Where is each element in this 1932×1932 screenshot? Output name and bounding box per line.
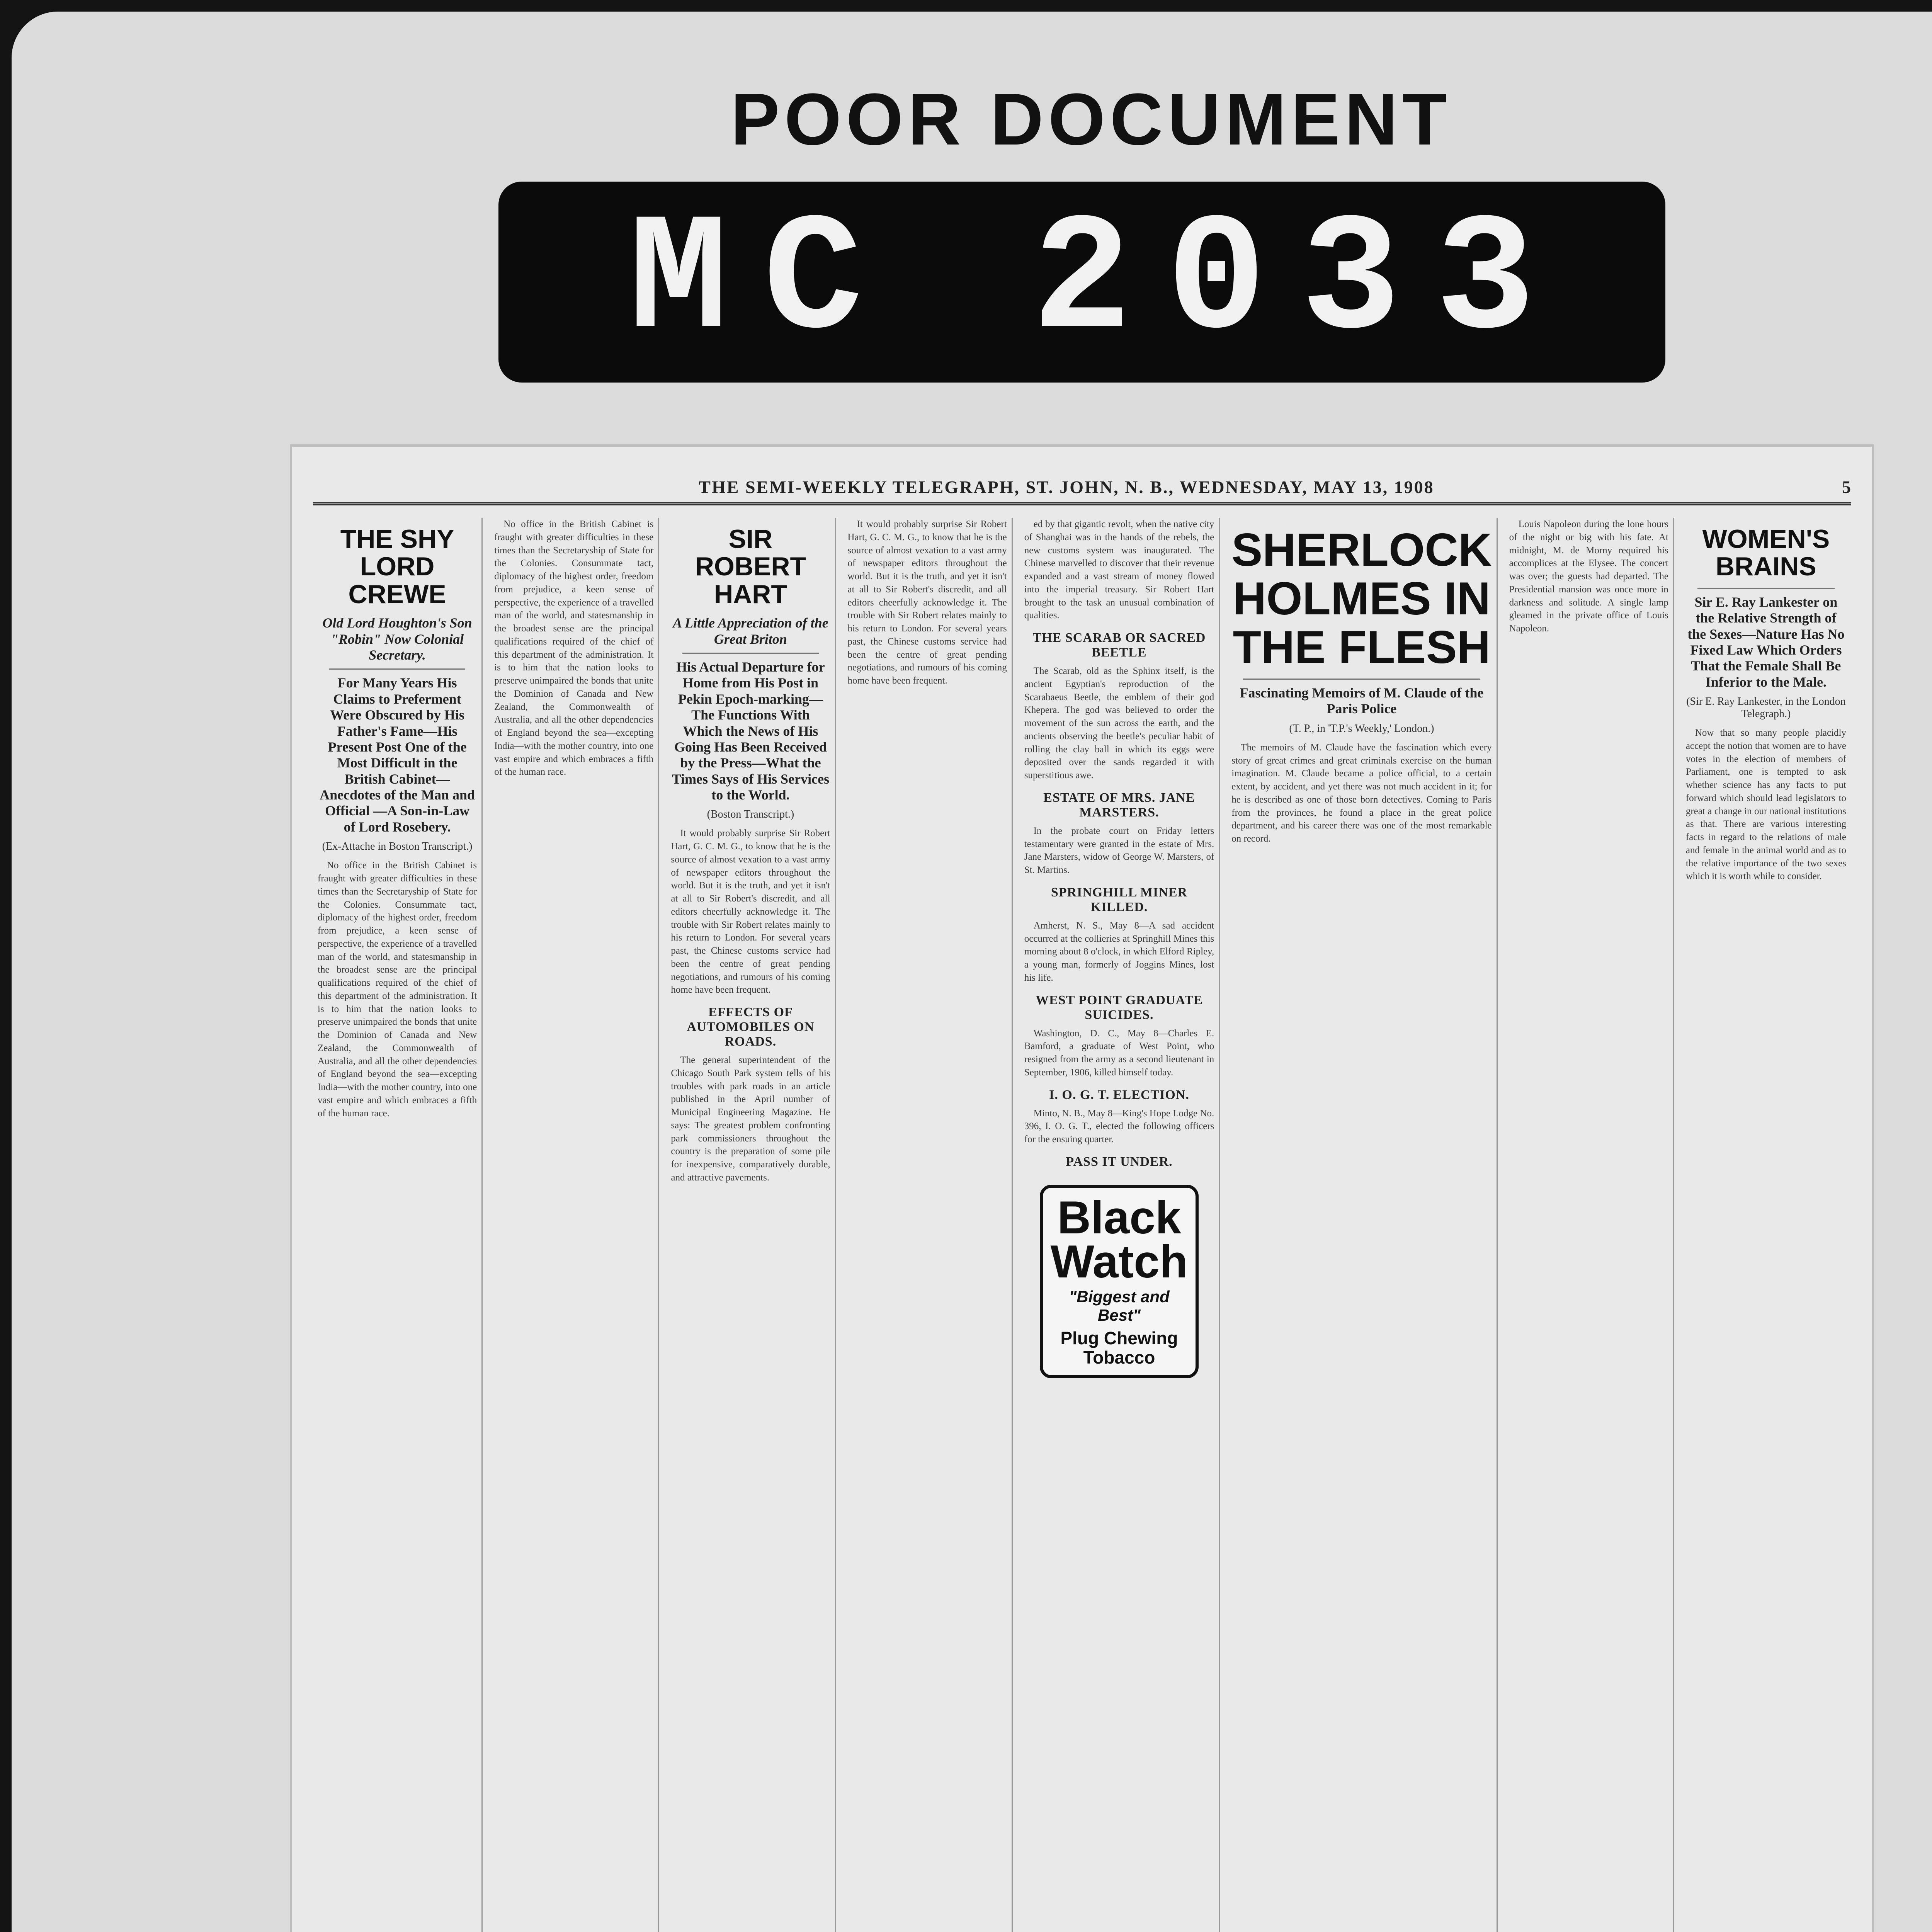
subhead-springhill: SPRINGHILL MINER KILLED. [1051,885,1188,914]
article-paragraph: Minto, N. B., May 8—King's Hope Lodge No. 396, I. O. G. T., elected the following officers for the ensuing quarter. [1024,1108,1214,1145]
subhead-pass-it-under: PASS IT UNDER. [1066,1154,1173,1169]
article-paragraph: In the probate court on Friday letters testamentary were granted in the estate of Mrs. Jane Marsters, widow of George W. Marsters, of St. Martins. [1024,825,1214,875]
black-watch-advertisement [1040,1185,1199,1378]
article-paragraph: Amherst, N. S., May 8—A sad accident occurred at the collieries at Springhill Mines this morning about 8 o'clock, in which Elford Ripley, a young man, formerly of Joggins Mines, lost his life. [1024,920,1214,983]
article-paragraph: ed by that gigantic revolt, when the native city of Shanghai was in the hands of the rebels, the new customs system was inaugurated. The Chinese marvelled to discover that their revenue expanded and a vast stream of money flowed into the imperial treasury. Sir Robert Hart brought to the task an unusual combination of qualities. [1024,519,1214,621]
divider [1697,588,1835,589]
reel-number-badge [498,182,1665,383]
article-paragraph: No office in the British Cabinet is fraught with greater difficulties in these times than the Secretaryship of State for the Colonies. Consummate tact, diplomacy of the highest order, freedom from prejudice, a keen sense of perspective, the experience of a travelled man of the world, and statesmanship in the broadest sense are the principal qualifications required of the chief of this department of the administration. It is to him that the nation looks to preserve unimpaired the bonds that unite the Dominion of Canada and New Zealand, the Commonwealth of Australia, and all the other dependencies of England beyond the sea—excepting India—with the mother country, into one vast empire and which embraces a fifth of the human race. [494,519,654,777]
reel-number: MC 2033 [628,188,1570,376]
body-hart [671,827,830,997]
document-quality-label: POOR DOCUMENT [731,78,1452,160]
source-brains: (Sir E. Ray Lankester, in the London Telegraph.) [1686,696,1846,720]
article-paragraph: The general superintendent of the Chicago South Park system tells of his troubles with park roads in an article published in the April number of Municipal Engineering Magazine. He says: The greatest problem confronting park commissioners throughout the country is the preparation of some pile for inexpensive, comparatively durable, and attractive pavements. [671,1055,830,1183]
column-hart-cont [843,518,1013,1932]
column-hart [666,518,836,1932]
headline-brains: WOMEN'S BRAINS [1702,524,1830,582]
body-holmes [1231,741,1492,845]
divider [682,653,818,654]
article-paragraph: Louis Napoleon during the lone hours of the night or big with his fate. At midnight, M. de Morny required his accomplices at the Elysee. The concert was over; the guests had departed. The Presidential mansion was once more in darkness and solitude. A single lamp gleamed in the private office of Louis Napoleon. [1509,519,1668,634]
headline-holmes: SHERLOCK HOLMES IN THE FLESH [1231,524,1492,673]
body-crewe-cont [494,518,653,779]
article-paragraph: It would probably surprise Sir Robert Hart, G. C. M. G., to know that he is the source of almost vexation to a vast army of newspaper editors throughout the world. But it is the truth, and yet it isn't at all to Sir Robert's discredit, and all editors cheerfully acknowledge it. The trouble with Sir Robert relates mainly to his return to London. For several years past, the Chinese customs service had been the centre of great pending negotiations, and rumours of his coming home have been frequent. [847,519,1007,686]
headline-crewe: THE SHY LORD CREWE [340,524,454,609]
deck-brains: Sir E. Ray Lankester on the Relative Strength of the Sexes—Nature Has No Fixed Law Which Orders That the Female Shall Be Inferior to the Male. [1687,594,1845,690]
deck-crewe-1: Old Lord Houghton's Son "Robin" Now Colonial Secretary. [322,615,472,663]
body-holmes-cont [1509,518,1668,635]
newspaper-page [290,444,1874,1932]
page-number: 5 [1842,477,1851,497]
body-estate [1024,825,1214,877]
column-crewe [313,518,483,1932]
body-brains [1686,726,1846,883]
masthead-title: THE SEMI-WEEKLY TELEGRAPH, ST. JOHN, N. B., WEDNESDAY, MAY 13, 1908 [699,477,1434,497]
ad-slogan: "Biggest and Best" [1069,1287,1170,1324]
ad-brand: Black Watch [1050,1191,1188,1287]
source-crewe: (Ex-Attache in Boston Transcript.) [322,840,473,853]
subhead-westpoint: WEST POINT GRADUATE SUICIDES. [1036,993,1203,1022]
article-paragraph: The Scarab, old as the Sphinx itself, is the ancient Egyptian's reproduction of the Scarabaeus Beetle, the emblem of their god Khepera. The god was believed to order the movement of the sun across the earth, and the ancients observing the beetle's peculiar habit of rolling the clay ball in which its eggs were deposited over the sands regarded it with superstitious awe. [1024,666,1214,781]
masthead [313,471,1851,505]
column-crewe-cont [490,518,659,1932]
body-automobiles [671,1054,830,1184]
article-paragraph: The memoirs of M. Claude have the fascination which every story of great crimes and great criminals exercise on the human imagination. M. Claude became a police official, to a certain extent, by accident, and yet there was not much accident in it; for he is described as one of those born detectives. Coming to Paris from the provinces, he found a place in the great police department, and his career there was one of the most remarkable on record. [1231,742,1492,844]
subhead-iogt: I. O. G. T. ELECTION. [1049,1087,1189,1102]
deck-hart-1: A Little Appreciation of the Great Briton [673,615,828,647]
article-columns [313,518,1851,1932]
subhead-estate: ESTATE OF MRS. JANE MARSTERS. [1043,790,1195,820]
column-scarab [1020,518,1220,1932]
deck-crewe-2: For Many Years His Claims to Preferment Were Obscured by His Father's Fame—His Present Post One of the Most Difficult in the British Cabinet—Anecdotes of the Man and Official —A Son-in-Law of Lord Rosebery. [320,675,475,835]
body-springhill [1024,919,1214,985]
body-hart-end [1024,518,1214,622]
column-brains [1681,518,1851,1932]
subhead-automobiles: EFFECTS OF AUTOMOBILES ON ROADS. [687,1005,815,1049]
column-holmes [1227,518,1497,1932]
column-holmes-cont [1505,518,1674,1932]
body-scarab [1024,665,1214,782]
deck-holmes: Fascinating Memoirs of M. Claude of the Paris Police [1240,685,1484,717]
source-holmes: (T. P., in 'T.P.'s Weekly,' London.) [1289,722,1434,735]
body-iogt [1024,1107,1214,1146]
ad-product: Plug Chewing Tobacco [1060,1328,1178,1368]
article-paragraph: No office in the British Cabinet is fraught with greater difficulties in these times than the Secretaryship of State for the Colonies. Consummate tact, diplomacy of the highest order, freedom from prejudice, a keen sense of perspective, the experience of a travelled man of the world, and statesmanship in the broadest sense are the principal qualifications required of the chief of this department of the administration. It is to him that the nation looks to preserve unimpaired the bonds that unite the Dominion of Canada and New Zealand, the Commonwealth of Australia, and all the other dependencies of England beyond the sea—excepting India—with the mother country, into one vast empire and which embraces a fifth of the human race. [318,860,477,1119]
body-hart-cont [848,518,1007,687]
divider [1243,679,1480,680]
body-westpoint [1024,1027,1214,1079]
article-paragraph: It would probably surprise Sir Robert Hart, G. C. M. G., to know that he is the source of almost vexation to a vast army of newspaper editors throughout the world. But it is the truth, and yet it isn't at all to Sir Robert's discredit, and all editors cheerfully acknowledge it. The trouble with Sir Robert relates mainly to his return to London. For several years past, the Chinese customs service had been the centre of great pending negotiations, and rumours of his coming home have been frequent. [671,828,830,995]
headline-hart: SIR ROBERT HART [695,524,806,609]
deck-hart-2: His Actual Departure for Home from His Post in Pekin Epoch-marking—The Functions With Which the News of His Going Has Been Received by the Press—What the Times Says of His Services to the World. [672,659,830,803]
subhead-scarab: THE SCARAB OR SACRED BEETLE [1032,631,1206,660]
article-paragraph: Washington, D. C., May 8—Charles E. Bamford, a graduate of West Point, who resigned from the army as a second lieutenant in September, 1906, killed himself today. [1024,1028,1214,1078]
article-paragraph: Now that so many people placidly accept the notion that women are to have votes in the election of members of Parliament, one is tempted to ask whether science has any facts to put forward which should lead legislators to great a change in our national institutions as that. There are various interesting facts in regard to the relations of male and female in the animal world and as to the relative importance of the two sexes which it is worth while to consider. [1685,728,1846,882]
source-hart: (Boston Transcript.) [707,808,794,821]
body-crewe [318,859,477,1120]
divider [329,668,465,670]
